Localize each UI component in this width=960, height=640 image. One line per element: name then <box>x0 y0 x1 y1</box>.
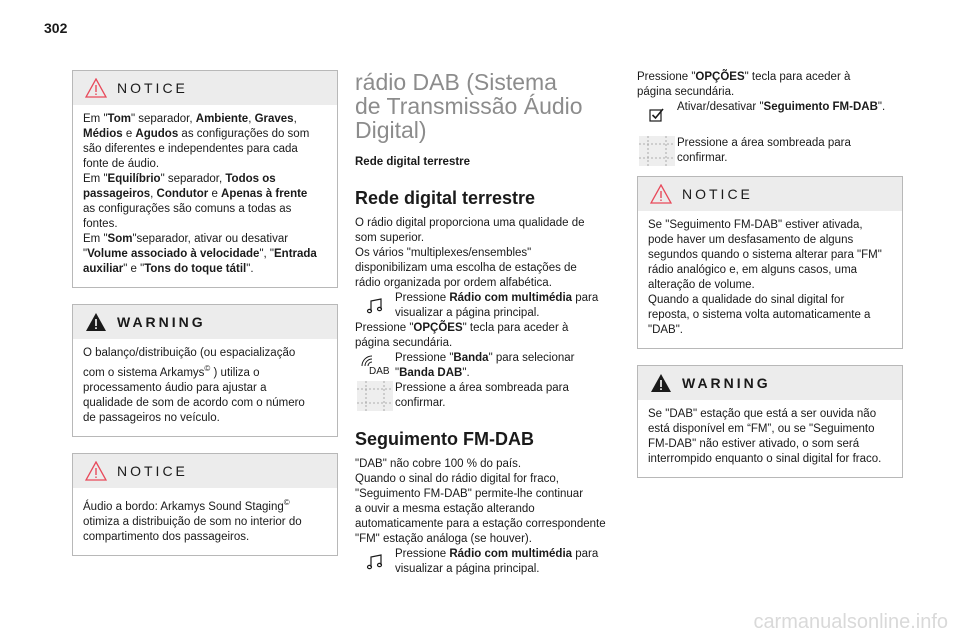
step-radio-multimedia <box>355 291 621 321</box>
notice-box <box>637 176 903 349</box>
text-line: compartimento dos passageiros. <box>83 530 250 543</box>
notice-triangle-icon <box>650 184 672 204</box>
text-line: fontes. <box>83 218 118 230</box>
text-line: pode haver um desfasamento de alguns <box>648 234 854 246</box>
text-line: alteração de volume. <box>648 279 755 291</box>
text-line: Em "Equilíbrio" separador, Todos os <box>83 173 276 185</box>
step-text: Ativar/desativar "Seguimento FM-DAB". <box>677 101 886 113</box>
text-line: qualidade de som de acordo com o número <box>83 396 305 409</box>
text-line: reposta, o sistema volta automaticamente a <box>648 309 871 321</box>
text-line: O rádio digital proporciona uma qualidade de <box>355 217 585 229</box>
warning-triangle-icon <box>650 373 672 393</box>
text-line: segundos quando o sistema alterar para "FM" <box>648 249 882 261</box>
heading-seguimento: Seguimento FM-DAB <box>355 429 534 449</box>
text-line: passageiros, Condutor e Apenas à frente <box>83 188 308 200</box>
text-line: com o sistema Arkamys© ) utiliza o <box>83 364 260 379</box>
music-note-icon <box>355 547 395 577</box>
warning-triangle-icon <box>85 312 107 332</box>
step-radio-multimedia <box>355 547 621 577</box>
text-line: está disponível em “FM”, ou se "Seguimento <box>648 423 875 435</box>
step-text: Pressione "Banda" para selecionar "Banda DAB". <box>395 352 575 379</box>
warning-box <box>637 365 903 478</box>
notice-header <box>73 71 337 105</box>
text-line: a ouvir a mesma estação alterando <box>355 503 535 515</box>
step-banda <box>355 351 621 381</box>
notice-body <box>73 488 337 555</box>
text-line: Se "DAB" estação que está a ser ouvida não <box>648 408 877 420</box>
heading-rede-digital: Rede digital terrestre <box>355 188 536 208</box>
section-title: rádio DAB (Sistema de Transmissão Áudio Digital) <box>355 69 583 143</box>
music-note-icon <box>355 291 395 321</box>
notice-triangle-icon <box>85 461 107 481</box>
step-text: Pressione Rádio com multimédia para visualizar a página principal. <box>395 548 599 575</box>
text-line: "Seguimento FM-DAB" permite-lhe continuar <box>355 488 584 500</box>
column-left <box>72 70 338 572</box>
text-line: Pressione "OPÇÕES" tecla para aceder à <box>637 71 851 83</box>
notice-header <box>638 177 902 211</box>
notice-body <box>73 105 337 287</box>
step-text: Pressione a área sombreada para confirmar. <box>395 382 569 409</box>
text-line: automaticamente para a estação correspondente <box>355 518 606 530</box>
text-line: Quando o sinal do rádio digital for fraco, <box>355 473 559 485</box>
watermark-url: carmanualsonline.info <box>753 611 948 633</box>
notice-header <box>73 454 337 488</box>
text-line: processamento áudio para ajustar a <box>83 381 267 394</box>
text-line: auxiliar" e "Tons do toque tátil". <box>83 263 254 275</box>
text-line: disponibilizam uma escolha de estações de <box>355 262 577 274</box>
text-line: "DAB". <box>648 324 684 336</box>
notice-triangle-icon <box>85 78 107 98</box>
notice-label: NOTICE <box>117 80 188 96</box>
text-line: de passageiros no veículo. <box>83 411 220 424</box>
notice-box <box>72 70 338 288</box>
text-line: Médios e Agudos as configurações do som <box>83 128 310 140</box>
text-line: interrompido enquanto o sinal digital for fraco. <box>648 453 882 465</box>
text-line: "DAB" não cobre 100 % do país. <box>355 458 522 470</box>
dab-icon-label: DAB <box>369 366 390 377</box>
text-line: Áudio a bordo: Arkamys Sound Staging© <box>83 497 290 513</box>
warning-body <box>638 400 902 477</box>
text-line: Os vários "multiplexes/ensembles" <box>355 247 532 259</box>
text-line: "Volume associado à velocidade", "Entrada <box>83 248 317 260</box>
notice-body <box>638 211 902 348</box>
text-line: rádio organizada por ordem alfabética. <box>355 277 552 289</box>
shaded-area-icon <box>355 381 395 411</box>
step-text: Pressione Rádio com multimédia para visualizar a página principal. <box>395 292 599 319</box>
notice-box <box>72 453 338 556</box>
text-line: as configurações são comuns a todas as <box>83 203 292 215</box>
text-line: página secundária. <box>355 337 453 349</box>
text-line: som superior. <box>355 232 425 244</box>
column-middle <box>355 70 621 577</box>
warning-label: WARNING <box>682 375 771 391</box>
text-line: FM-DAB" não estiver ativado, o som será <box>648 438 860 450</box>
step-text: Pressione a área sombreada para confirmar. <box>677 137 851 164</box>
notice-label: NOTICE <box>682 186 753 202</box>
text-line: rádio analógico e, em alguns casos, uma <box>648 264 858 276</box>
text-line: Em "Som"separador, ativar ou desativar <box>83 233 289 245</box>
text-line: página secundária. <box>637 86 735 98</box>
text-line: Pressione "OPÇÕES" tecla para aceder à <box>355 322 569 334</box>
text-line: O balanço/distribuição (ou espacialização <box>83 347 296 359</box>
notice-label: NOTICE <box>117 462 188 479</box>
warning-header <box>638 366 902 400</box>
column-right <box>637 70 903 494</box>
shaded-area-icon <box>637 136 677 166</box>
text-line: Quando a qualidade do sinal digital for <box>648 294 845 306</box>
text-line: Se "Seguimento FM-DAB" estiver ativada, <box>648 219 863 231</box>
text-line: fonte de áudio. <box>83 158 160 170</box>
step-toggle-seguimento <box>637 100 903 130</box>
dab-icon <box>355 351 395 381</box>
text-line: otimiza a distribuição de som no interior do <box>83 515 302 528</box>
text-line: são diferentes e independentes para cada <box>83 143 298 155</box>
page-number: 302 <box>44 20 68 36</box>
checkbox-icon <box>637 100 677 130</box>
warning-box <box>72 304 338 437</box>
warning-label: WARNING <box>117 314 206 330</box>
step-confirm <box>637 136 903 166</box>
step-confirm <box>355 381 621 411</box>
section-subtitle: Rede digital terrestre <box>355 156 471 168</box>
warning-body <box>73 339 337 436</box>
text-line: "FM" estação análoga (se houver). <box>355 533 532 545</box>
warning-header <box>73 305 337 339</box>
text-line: Em "Tom" separador, Ambiente, Graves, <box>83 113 297 125</box>
